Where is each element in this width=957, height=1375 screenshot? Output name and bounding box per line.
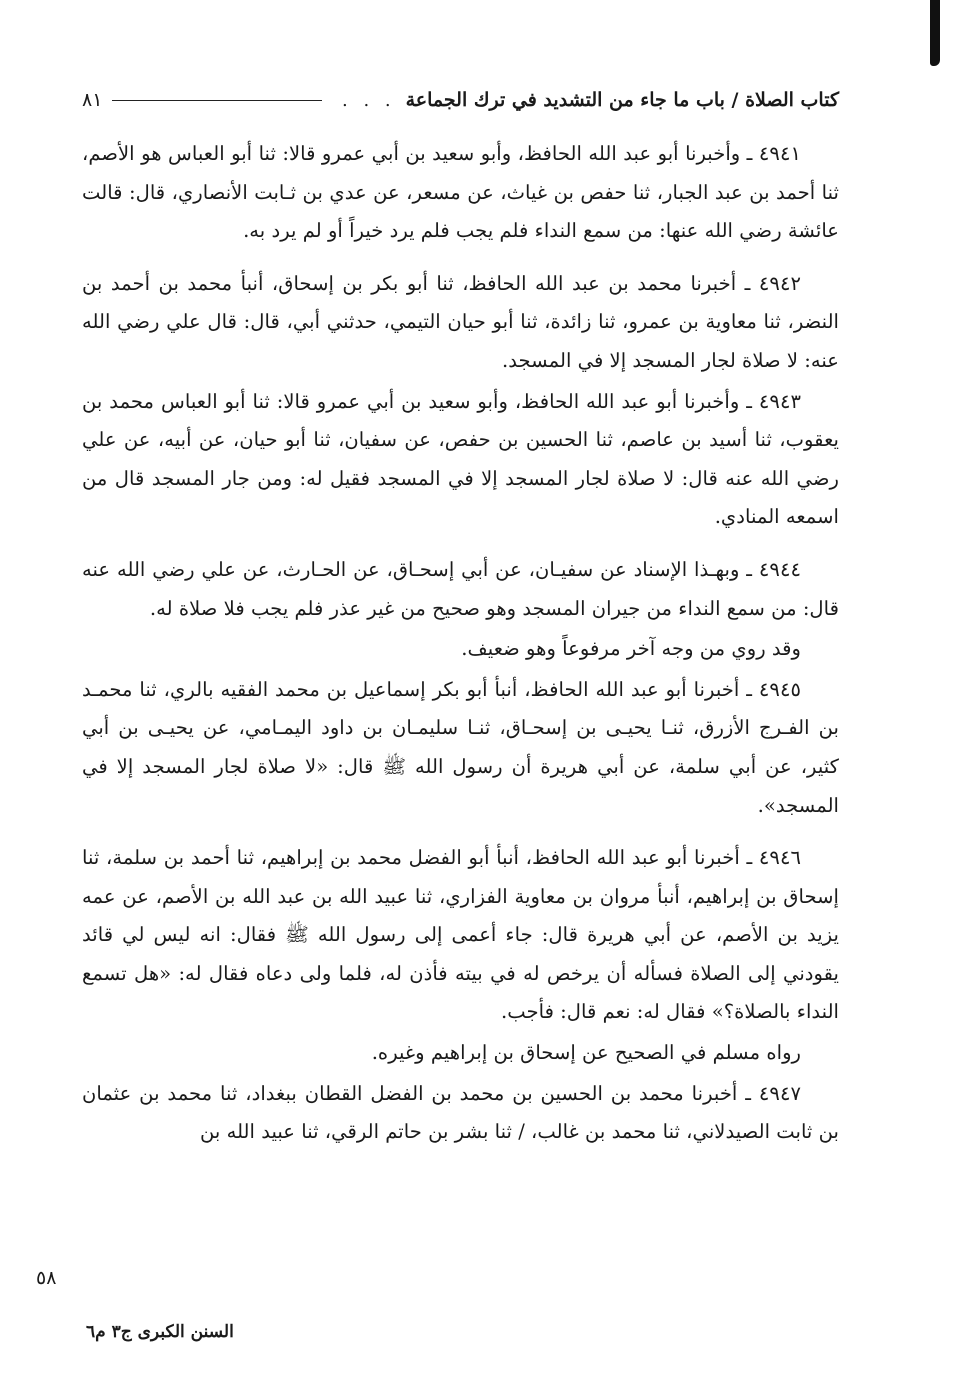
commentary-note: وقد روي من وجه آخر مرفوعاً وهو ضعيف. (461, 637, 801, 661)
commentary-note: رواه مسلم في الصحيح عن إسحاق بن إبراهيم وغيره. (371, 1041, 801, 1065)
page-binding-mark (930, 0, 940, 66)
hadith-4942: ٤٩٤٢ ـ أخبرنا محمد بن عبد الله الحافظ، ثنا أبو بكر بن إسحاق، أنبأ محمد بن أحمد بن النضر، ثنا معاوية بن عمرو، ثنا زائدة، ثنا أبو حيان التيمي، حدثني أبي، قال: قال علي رضي الله عنه: لا صلاة لجار المسجد إلا في المسجد. (82, 271, 839, 372)
hadith-4946: ٤٩٤٦ ـ أخبرنا أبو عبد الله الحافظ، أنبأ أبو الفضل محمد بن إبراهيم، ثنا أحمد بن سلمة، ثنا إسحاق بن إبراهيم، أنبأ مروان بن معاوية الفزاري، ثنا عبيد الله بن عبد الله بن الأصم، عن عمه يزيد بن الأصم، عن أبي هريرة قال: جاء أعمى إلى رسول الله ﷺ فقال: انه ليس لي قائد يقودني إلى الصلاة فسأله أن يرخص له في بيته فأذن له، فلما ولى دعاه فقال له: «هل تسمع النداء بالصلاة؟» فقال له: نعم قال: فأجب. (82, 846, 839, 1024)
hadith-4941: ٤٩٤١ ـ وأخبرنا أبو عبد الله الحافظ، وأبو سعيد بن أبي عمرو قالا: ثنا أبو العباس هو الأصم، ثنا أحمد بن عبد الجبار، ثنا حفص بن غياث، عن مسعر، عن عدي بن ثـابت الأنصاري، قال: قالت عائشة رضي الله عنها: من سمع النداء فلم يجب فلم يرد خيراً أو لم يرد به. (82, 142, 839, 243)
page-body (82, 135, 839, 1152)
running-header (82, 83, 839, 117)
header-title: كتاب الصلاة / باب ما جاء من التشديد في ترك الجماعة (405, 89, 839, 111)
page-number: ٨١ (82, 89, 103, 111)
hadith-4943: ٤٩٤٣ ـ وأخبرنا أبو عبد الله الحافظ، وأبو سعيد بن أبي عمرو قالا: ثنا أبو العباس محمد بن يعقوب، ثنا أسيد بن عاصم، ثنا الحسين بن حفص، عن سفيان، ثنا أبو حيان، عن أبيه، عن علي رضي الله عنه قال: لا صلاة لجار المسجد إلا في المسجد فقيل له: ومن جار المسجد قال من اسمعه المنادي. (82, 389, 839, 529)
hadith-4945: ٤٩٤٥ ـ أخبرنا أبو عبد الله الحافظ، أنبأ أبو بكر إسماعيل بن محمد الفقيه بالري، ثنا محمـد بن الفـرج الأزرق، ثنـا يحيـى بن إسحـاق، ثنـا سليمـان بن داود اليمـامي، عن يحيـى بن أبي كثير، عن أبي سلمة، عن أبي هريرة أن رسول الله ﷺ قال: «لا صلاة لجار المسجد إلا في المسجد». (82, 677, 839, 817)
header-ellipsis: . . . (342, 89, 396, 111)
margin-page-reference: ٥٨ (36, 1267, 57, 1289)
hadith-4944: ٤٩٤٤ ـ وبهـذا الإسناد عن سفيـان، عن أبي إسحـاق، عن الحـارث، عن علي رضي الله عنه قال: من سمع النداء من جيران المسجد وهو صحيح من غير عذر فلم يجب فلا صلاة له. (82, 557, 839, 620)
footer-signature: السنن الكبرى ج٣ م٦ (86, 1322, 234, 1342)
hadith-4947: ٤٩٤٧ ـ أخبرنا محمد بن الحسين بن محمد بن الفضل القطان ببغداد، ثنا محمد بن عثمان بن ثابت الصيدلاني، ثنا محمد بن غالب، / ثنا بشر بن حاتم الرقي، ثنا عبيد الله بن (82, 1081, 839, 1144)
header-rule (112, 100, 322, 101)
